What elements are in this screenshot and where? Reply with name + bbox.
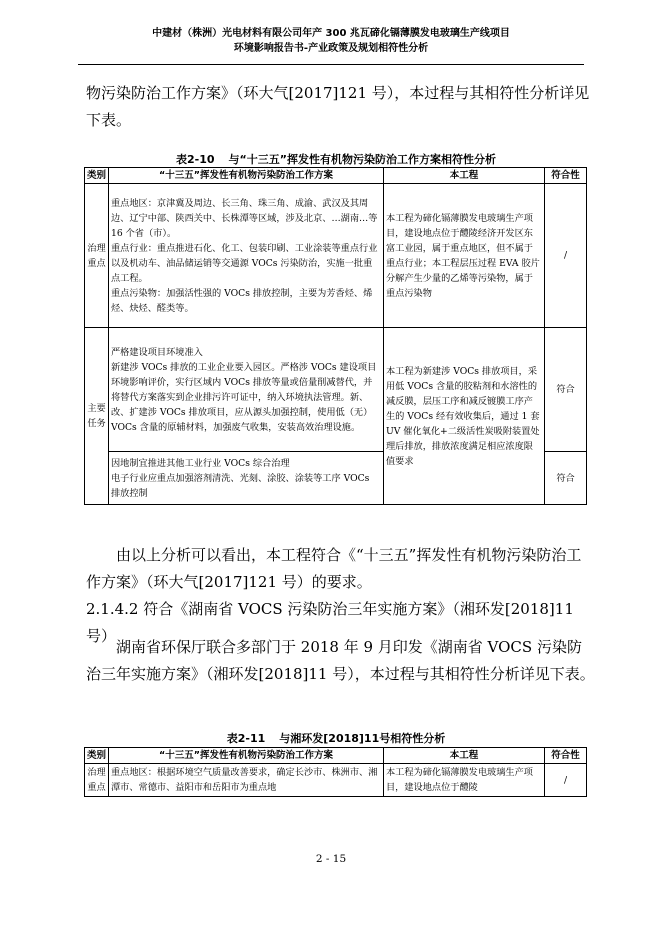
page-number: 2 - 15 bbox=[315, 853, 347, 865]
table2-row1-compliance: / bbox=[545, 764, 587, 797]
plan-item: 新建涉 VOCs 排放的工业企业要入园区。严格涉 VOCs 建设项目环境影响评价，实行区域内 VOCs 排放等量或倍量削减替代，并将替代方案落实到企业排污许可证中，纳入环境执法管理。新、改、扩建涉 VOCs 排放项目，应从源头加强控制，使用低（无）VOCs 含量的原辅材料，加强废气收集，安装高效治理设施。 bbox=[111, 361, 377, 433]
hunan-paragraph: 湖南省环保厅联合多部门于 2018 年 9 月印发《湖南省 VOCS 污染防治三年实施方案》（湘环发[2018]11 号），本过程与其相符性分析详见下表。 bbox=[86, 638, 595, 683]
plan-item: 重点污染物：加强活性强的 VOCs 排放控制，主要为芳香烃、烯烃、炔烃、醛类等。 bbox=[111, 287, 373, 314]
table-row bbox=[85, 764, 587, 797]
table1-row2-compliance-a: 符合 bbox=[545, 328, 587, 452]
table1-header-compliance: 符合性 bbox=[545, 168, 587, 184]
table2-header-category: 类别 bbox=[85, 748, 109, 764]
table2-header-row bbox=[85, 748, 587, 764]
table-row bbox=[85, 184, 587, 328]
table2 bbox=[84, 747, 587, 797]
table1-row2-category: 主要任务 bbox=[85, 328, 109, 505]
table1-row1-project: 本工程为碲化镉薄膜发电玻璃生产项目，建设地点位于醴陵经济开发区东富工业园，属于重点地区，但不属于重点行业；本工程层压过程 EVA 胶片分解产生少量的乙烯等污染物，属于重点污染物 bbox=[384, 184, 545, 328]
header-project-title: 中建材（株洲）光电材料有限公司年产 300 兆瓦碲化镉薄膜发电玻璃生产线项目 bbox=[152, 28, 510, 39]
table2-row1-category: 治理重点 bbox=[85, 764, 109, 797]
table1-caption bbox=[86, 151, 586, 167]
plan-item: 因地制宜推进其他工业行业 VOCs 综合治理 bbox=[111, 457, 290, 469]
table1-row2-project: 本工程为新建涉 VOCs 排放项目，采用低 VOCs 含量的胶粘剂和水溶性的减反膜，层压工序和减反镀膜工序产生的 VOCs 经有效收集后，通过 1 套 UV 催化氧化+二级活性炭吸附装置处理后排放，排放浓度满足相应浓度限值要求 bbox=[384, 328, 545, 505]
table2-caption bbox=[86, 730, 586, 746]
table1-header-row bbox=[85, 168, 587, 184]
table1 bbox=[84, 167, 587, 505]
table1-header-plan: “十三五”挥发性有机物污染防治工作方案 bbox=[109, 168, 384, 184]
table2-header-compliance: 符合性 bbox=[545, 748, 587, 764]
table1-row1-category: 治理重点 bbox=[85, 184, 109, 328]
table2-header-plan: “十三五”挥发性有机物污染防治工作方案 bbox=[109, 748, 384, 764]
table2-title: 与湘环发[2018]11号相符性分析 bbox=[279, 732, 446, 745]
table2-row1-plan: 重点地区：根据环境空气质量改善要求，确定长沙市、株洲市、湘潭市、常德市、益阳市和岳阳市为重点地 bbox=[109, 764, 384, 797]
table-row bbox=[85, 328, 587, 452]
table1-header-category: 类别 bbox=[85, 168, 109, 184]
table2-header-project: 本工程 bbox=[384, 748, 545, 764]
plan-item: 严格建设项目环境准入 bbox=[111, 346, 203, 358]
table2-row1-project: 本工程为碲化镉薄膜发电玻璃生产项目，建设地点位于醴陵 bbox=[384, 764, 545, 797]
plan-item: 电子行业应重点加强溶剂清洗、光刻、涂胶、涂装等工序 VOCs 排放控制 bbox=[111, 472, 370, 499]
page-header bbox=[78, 26, 584, 65]
conclusion-paragraph: 由以上分析可以看出，本工程符合《“十三五”挥发性有机物污染防治工作方案》（环大气[2017]121 号）的要求。 bbox=[86, 546, 582, 591]
intro-paragraph: 物污染防治工作方案》（环大气[2017]121 号），本过程与其相符性分析详见下表。 bbox=[86, 84, 590, 129]
table1-row1-plan bbox=[109, 184, 384, 328]
plan-item: 重点行业：重点推进石化、化工、包装印刷、工业涂装等重点行业以及机动车、油品储运销等交通源 VOCs 污染防治，实施一批重点工程。 bbox=[111, 242, 378, 284]
table1-number: 表2-10 bbox=[176, 153, 215, 166]
header-report-subtitle: 环境影响报告书-产业政策及规划相符性分析 bbox=[233, 43, 429, 54]
table1-header-project: 本工程 bbox=[384, 168, 545, 184]
table1-row2-plan-a bbox=[109, 328, 384, 452]
table1-row2-compliance-b: 符合 bbox=[545, 452, 587, 505]
table1-title: 与“十三五”挥发性有机物污染防治工作方案相符性分析 bbox=[228, 153, 496, 166]
table1-row1-compliance: / bbox=[545, 184, 587, 328]
section-heading: 2.1.4.2 符合《湖南省 VOCS 污染防治三年实施方案》（湘环发[2018]11 号） bbox=[86, 600, 574, 645]
plan-item: 重点地区：京津冀及周边、长三角、珠三角、成渝、武汉及其周边、辽宁中部、陕西关中、长株潭等区域，涉及北京、…湖南…等 16 个省（市）。 bbox=[111, 197, 378, 239]
table1-row2-plan-b bbox=[109, 452, 384, 505]
table2-number: 表2-11 bbox=[226, 732, 266, 745]
